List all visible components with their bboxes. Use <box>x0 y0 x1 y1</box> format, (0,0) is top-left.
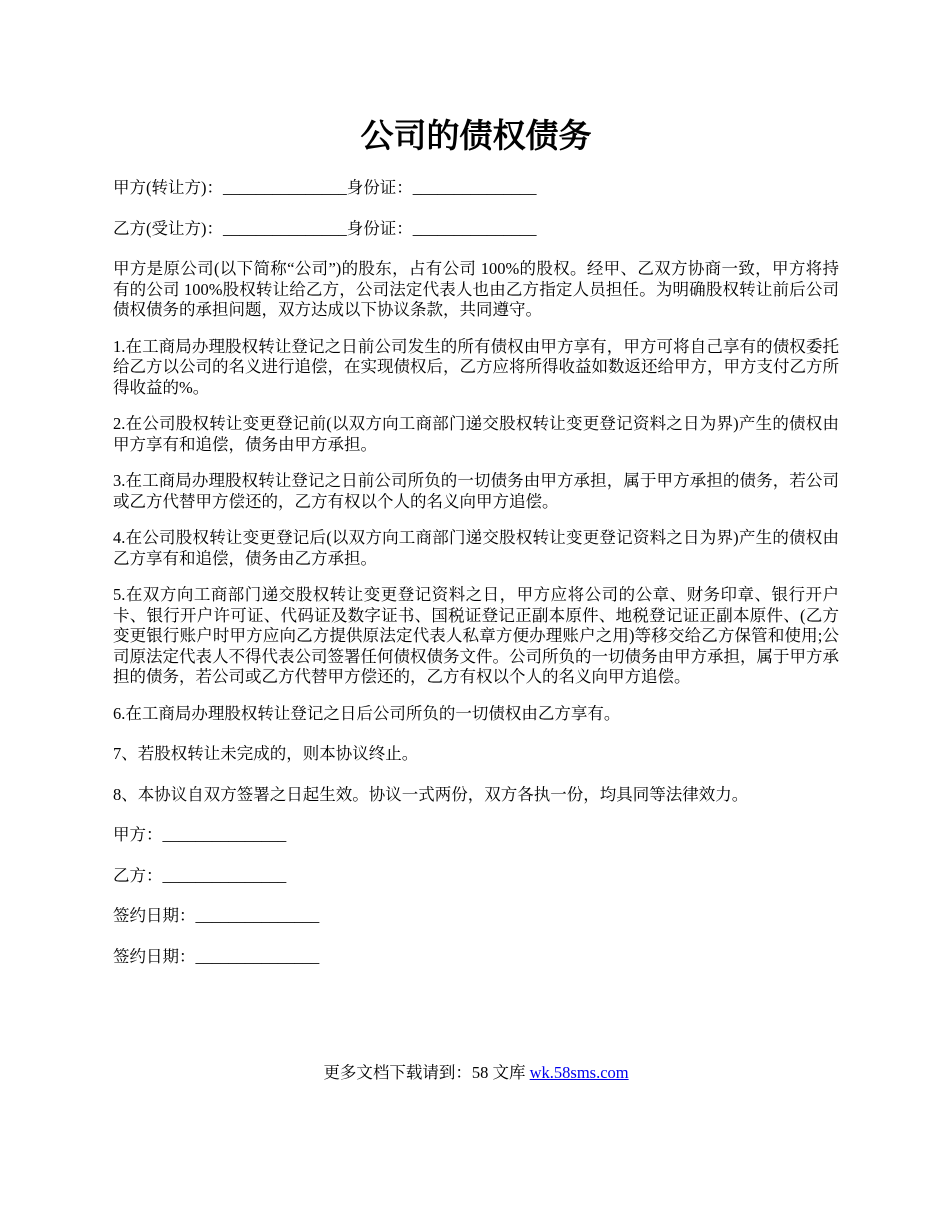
clause-6: 6.在工商局办理股权转让登记之日后公司所负的一切债权由乙方享有。 <box>113 703 621 723</box>
party-b-line: 乙方(受让方)：_______________身份证：_______________ <box>113 218 537 238</box>
clause-4: 4.在公司股权转让变更登记后(以双方向工商部门递交股权转让变更登记资料之日为界)产生的债权由乙方享有和追偿，债务由乙方承担。 <box>113 528 839 568</box>
footer-text: 更多文档下载请到：58 文库 <box>323 1063 530 1082</box>
clause-8: 8、本协议自双方签署之日起生效。协议一式两份，双方各执一份，均具同等法律效力。 <box>113 784 749 804</box>
clause-7: 7、若股权转让未完成的，则本协议终止。 <box>113 744 419 763</box>
signature-date-2: 签约日期：_______________ <box>113 946 320 966</box>
document-title: 公司的债权债务 <box>360 119 592 155</box>
clause-2: 2.在公司股权转让变更登记前(以双方向工商部门递交股权转让变更登记资料之日为界)产生的债权由甲方享有和追偿，债务由甲方承担。 <box>113 414 839 454</box>
signature-party-b: 乙方：_______________ <box>113 865 287 885</box>
party-a-line: 甲方(转让方)：_______________身份证：_______________ <box>113 178 537 197</box>
footer-link[interactable]: wk.58sms.com <box>529 1063 629 1082</box>
preamble-paragraph: 甲方是原公司(以下简称“公司”)的股东，占有公司 100%的股权。经甲、乙双方协商一致，甲方将持有的公司 100%股权转让给乙方，公司法定代表人也由乙方指定人员担任。为明确股权转让前后公司债权债务的承担问题，双方达成以下协议条款，共同遵守。 <box>113 259 839 319</box>
clause-1: 1.在工商局办理股权转让登记之日前公司发生的所有债权由甲方享有，甲方可将自己享有的债权委托给乙方以公司的名义进行追偿，在实现债权后，乙方应将所得收益如数返还给甲方，甲方支付乙方所得收益的%。 <box>113 336 839 397</box>
clause-3: 3.在工商局办理股权转让登记之日前公司所负的一切债务由甲方承担，属于甲方承担的债务，若公司或乙方代替甲方偿还的，乙方有权以个人的名义向甲方追偿。 <box>113 471 839 511</box>
signature-date-1: 签约日期：_______________ <box>113 906 320 925</box>
signature-party-a: 甲方：_______________ <box>113 825 287 844</box>
document-body <box>113 178 839 987</box>
clause-5: 5.在双方向工商部门递交股权转让变更登记资料之日，甲方应将公司的公章、财务印章、银行开户卡、银行开户许可证、代码证及数字证书、国税证登记正副本原件、地税登记证正副本原件、(乙方变更银行账户时甲方应向乙方提供原法定代表人私章方便办理账户之用)等移交给乙方保管和使用;公司原法定代表人不得代表公司签署任何债权债务文件。公司所负的一切债务由甲方承担，属于甲方承担的债务，若公司或乙方代替甲方偿还的，乙方有权以个人的名义向甲方追偿。 <box>113 585 839 686</box>
footer <box>113 1062 839 1084</box>
